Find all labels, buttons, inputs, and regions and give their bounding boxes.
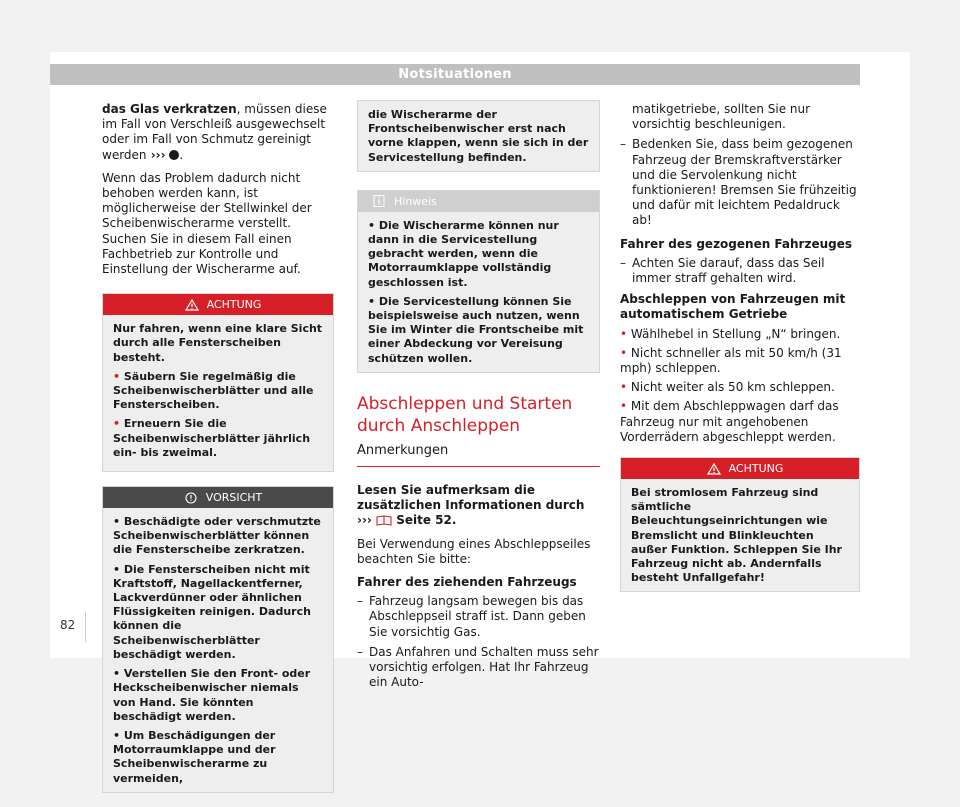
vorsicht-box-continued: die Wischerarme der Frontscheibenwischer erst nach vorne klappen, wenn sie sich in der Servicestellung befinden. <box>357 100 600 172</box>
achtung-box-2: ACHTUNG Bei stromlosem Fahrzeug sind sämtliche Beleuchtungseinrichtungen wie Bremslicht und Blinkleuchten außer Funktion. Schleppen Sie Ihr Fahrzeug nicht ab. Andernfalls besteht Unfallgefahr! <box>620 457 860 592</box>
intro-paragraph: das Glas verkratzen, müssen diese im Fall von Verschleiß ausgewechselt oder im Fall von Schmutz gereinigt werden ››› . <box>102 102 327 162</box>
heading-towed: Fahrer des gezogenen Fahrzeuges <box>620 236 853 251</box>
hinweis-box <box>357 190 600 373</box>
section-title: Abschleppen und Starten durch Anschleppen <box>357 393 573 436</box>
list-item: • Die Wischerarme können nur dann in die Servicestellung gebracht werden, wenn die Motorraumklappe vollständig geschlossen ist. <box>368 218 559 289</box>
achtung-title: ACHTUNG <box>206 298 262 312</box>
list-item: • Nicht weiter als 50 km schleppen. <box>620 380 835 395</box>
section-subtitle: Anmerkungen <box>357 443 600 467</box>
intro-paragraph: Bei Verwendung eines Abschleppseiles beachten Sie bitte: <box>357 536 591 566</box>
column-3 <box>620 102 860 606</box>
vorsicht-box <box>102 486 334 793</box>
list-item: • Die Fensterscheiben nicht mit Kraftstoff, Nagellackentferner, Lackverdünner oder ähnlichen Flüssigkeiten reinigen. Dadurch können die Scheibenwischerblätter beschädigt werden. <box>113 562 311 661</box>
continued-text: matikgetriebe, sollten Sie nur vorsichtig beschleunigen. <box>632 102 811 132</box>
warning-triangle-icon <box>185 299 199 311</box>
page-marker-line <box>85 612 86 642</box>
list-item: – Achten Sie darauf, dass das Seil immer straff gehalten wird. <box>620 256 860 286</box>
achtung-box <box>102 293 334 472</box>
list-item: • Um Beschädigungen der Motorraumklappe und der Scheibenwischerarme zu vermeiden, <box>113 728 276 785</box>
info-icon <box>372 195 386 207</box>
warning-ref-icon <box>169 150 179 160</box>
page-number: 82 <box>60 618 76 632</box>
vorsicht-title: VORSICHT <box>205 491 263 505</box>
column-1 <box>102 102 334 807</box>
caution-circle-icon <box>184 492 198 504</box>
hinweis-title: Hinweis <box>394 194 437 208</box>
heading-automatic: Abschleppen von Fahrzeugen mit automatischem Getriebe <box>620 292 846 322</box>
list-item: • Wählhebel in Stellung „N“ bringen. <box>620 326 841 341</box>
achtung-lead: Nur fahren, wenn eine klare Sicht durch alle Fensterscheiben besteht. <box>113 322 323 364</box>
list-item: • Die Servicestellung können Sie beispielsweise auch nutzen, wenn Sie im Winter die Frontscheibe mit einer Abdeckung vor Vereisung schützen wollen. <box>368 294 584 365</box>
list-item: • Beschädigte oder verschmutzte Scheibenwischerblätter können die Fensterscheibe zerkratzen. <box>113 515 321 557</box>
list-item: • Verstellen Sie den Front- oder Heckscheibenwischer niemals von Hand. Sie könnten beschädigt werden. <box>113 667 311 723</box>
problem-paragraph: Wenn das Problem dadurch nicht behoben werden kann, ist möglicherweise der Stellwinkel der Scheibenwischerarme verstellt. Suchen Sie in diesem Fall einen Fachbetrieb zur Kontrolle und Einstellung der Wischerarme auf. <box>102 170 312 277</box>
list-item: – Bedenken Sie, dass beim gezogenen Fahrzeug der Bremskraftverstärker und die Servolenkung nicht funktionieren! Bremsen Sie frühzeitig und dafür mit leichtem Pedaldruck ab! <box>620 137 860 228</box>
lead-paragraph: Lesen Sie aufmerksam die zusätzlichen Informationen durch ››› Seite 52. <box>357 483 585 528</box>
warning-triangle-icon <box>707 463 721 475</box>
heading-driver: Fahrer des ziehenden Fahrzeugs <box>357 575 577 590</box>
list-item: • Erneuern Sie die Scheibenwischerblätter jährlich ein- bis zweimal. <box>113 417 311 459</box>
page-header: Notsituationen <box>50 64 860 85</box>
list-item: • Säubern Sie regelmäßig die Scheibenwischerblätter und alle Fensterscheiben. <box>113 369 314 412</box>
achtung-title: ACHTUNG <box>728 462 784 476</box>
list-item: • Mit dem Abschleppwagen darf das Fahrzeug nur mit angehobenen Vorderrädern abgeschleppt werden. <box>620 399 839 444</box>
list-item: – Das Anfahren und Schalten muss sehr vorsichtig erfolgen. Hat Ihr Fahrzeug ein Auto- <box>357 645 600 691</box>
book-icon <box>376 515 392 526</box>
list-item: – Fahrzeug langsam bewegen bis das Abschleppseil straff ist. Dann geben Sie vorsichtig Gas. <box>357 594 600 640</box>
list-item: • Nicht schneller als mit 50 km/h (31 mph) schleppen. <box>620 345 842 376</box>
column-2 <box>357 102 600 695</box>
